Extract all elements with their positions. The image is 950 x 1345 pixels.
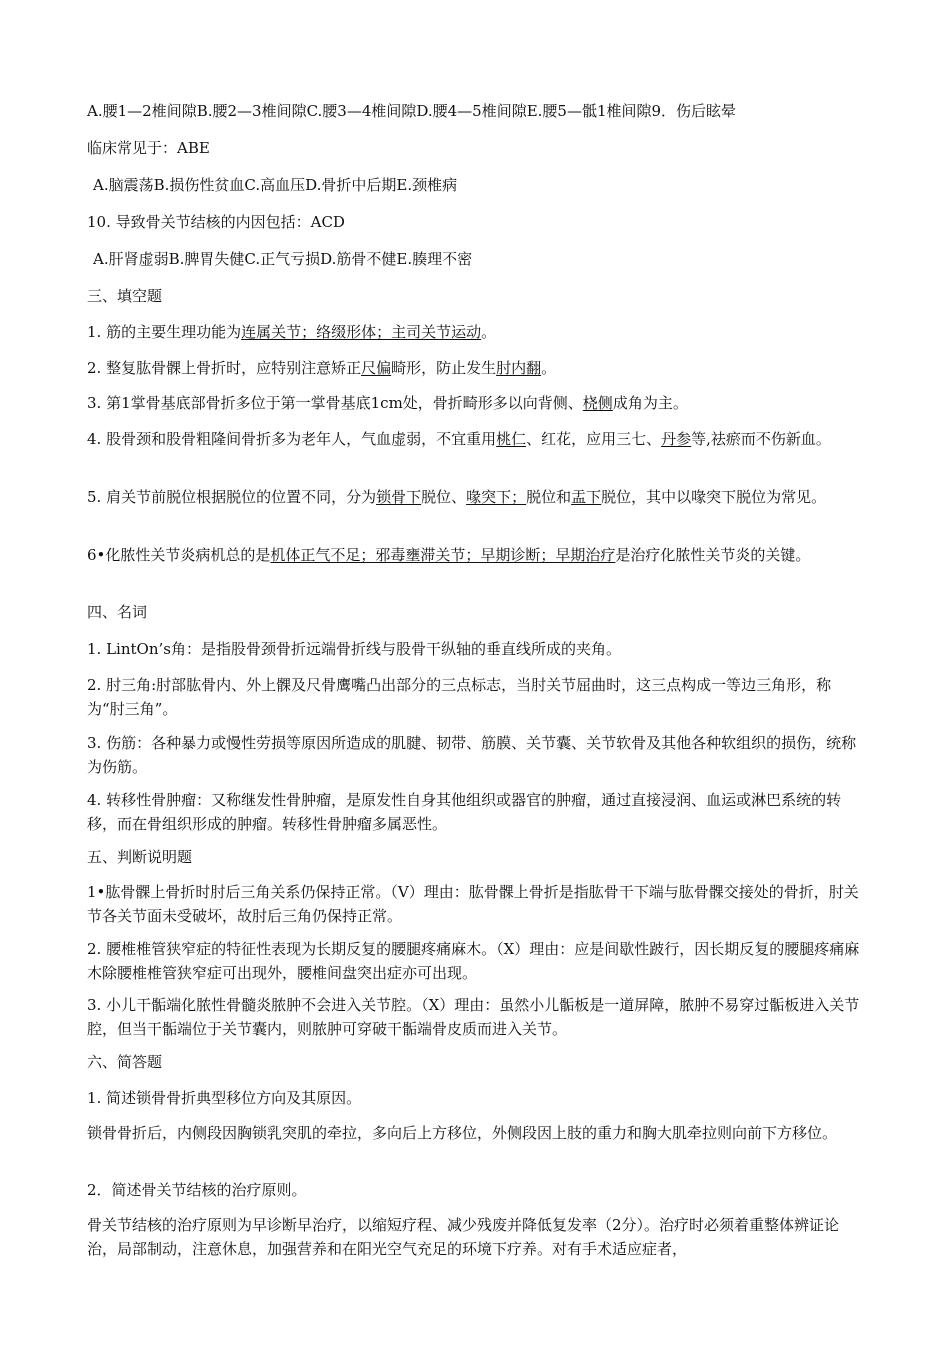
answer-underline: 肘内翻 bbox=[496, 359, 542, 377]
text-line: 临床常见于：ABE bbox=[87, 139, 210, 157]
section-title: 三、填空题 bbox=[87, 287, 163, 305]
answer-underline: 连属关节；络缀形体；主司关节运动 bbox=[241, 323, 482, 341]
fill-question: 3. 第1掌骨基底部骨折多位于第一掌骨基底1cm处，骨折畸形多以向背侧、桡侧成角为主。 bbox=[87, 394, 688, 412]
answer-underline: 桃仁 bbox=[496, 430, 527, 448]
term-definition: 1. LintOn’s角：是指股骨颈骨折远端骨折线与股骨干纵轴的垂直线所成的夹角。 bbox=[87, 640, 621, 658]
fill-question: 2. 整复肱骨髁上骨折时，应特别注意矫正尺偏畸形，防止发生肘内翻。 bbox=[87, 359, 557, 377]
fill-question: 1. 筋的主要生理功能为连属关节；络缀形体；主司关节运动。 bbox=[87, 323, 497, 341]
answer-underline: 机体正气不足；邪毒壅滞关节；早期诊断；早期治疗 bbox=[270, 546, 616, 564]
answer-underline: 尺偏 bbox=[361, 359, 392, 377]
text-line: A.肝肾虚弱B.脾胃失健C.正气亏损D.筋骨不健E.腠理不密 bbox=[93, 250, 473, 268]
fill-question: 5. 肩关节前脱位根据脱位的位置不同，分为锁骨下脱位、喙突下；脱位和盂下脱位，其中以喙突下脱位为常见。 bbox=[87, 488, 827, 506]
short-answer: 锁骨骨折后，内侧段因胸锁乳突肌的牵拉，多向后上方移位，外侧段因上肢的重力和胸大肌牵拉则向前下方移位。 bbox=[87, 1124, 838, 1142]
short-answer: 骨关节结核的治疗原则为早诊断早治疗，以缩短疗程、减少残废并降低复发率（2分）。治疗时必须着重整体辨证论治，局部制动，注意休息，加强营养和在阳光空气充足的环境下疗养。对有手术适应症者， bbox=[87, 1216, 840, 1258]
text-line: 10. 导致骨关节结核的内因包括：ACD bbox=[87, 213, 345, 231]
section-title: 六、简答题 bbox=[87, 1053, 163, 1071]
answer-underline: 盂下 bbox=[571, 488, 602, 506]
text-line: A.脑震荡B.损伤性贫血C.高血压D.骨折中后期E.颈椎病 bbox=[93, 176, 458, 194]
answer-underline: 锁骨下 bbox=[376, 488, 422, 506]
fill-question: 6•化脓性关节炎病机总的是机体正气不足；邪毒壅滞关节；早期诊断；早期治疗是治疗化脓性关节炎的关键。 bbox=[87, 546, 811, 564]
term-definition: 2. 肘三角:肘部肱骨内、外上髁及尺骨鹰嘴凸出部分的三点标志，当肘关节屈曲时，这三点构成一等边三角形，称为“肘三角”。 bbox=[87, 676, 832, 718]
answer-underline: 桡侧 bbox=[582, 394, 613, 412]
text-line: A.腰1—2椎间隙B.腰2—3椎间隙C.腰3—4椎间隙D.腰4—5椎间隙E.腰5—骶1椎间隙9．伤后眩晕 bbox=[87, 102, 737, 120]
judgment-item: 3. 小儿干骺端化脓性骨髓炎脓肿不会进入关节腔。（X）理由：虽然小儿骺板是一道屏障，脓肿不易穿过骺板进入关节腔，但当干骺端位于关节囊内，则脓肿可穿破干骺端骨皮质而进入关节。 bbox=[87, 996, 860, 1038]
section-title: 四、名词 bbox=[87, 603, 148, 621]
term-definition: 4. 转移性骨肿瘤：又称继发性骨肿瘤，是原发性自身其他组织或器官的肿瘤，通过直接浸润、血运或淋巴系统的转移，而在骨组织形成的肿瘤。转移性骨肿瘤多属恶性。 bbox=[87, 791, 842, 833]
term-definition: 3. 伤筋：各种暴力或慢性劳损等原因所造成的肌腱、韧带、筋膜、关节囊、关节软骨及其他各种软组织的损伤，统称为伤筋。 bbox=[87, 734, 857, 776]
section-title: 五、判断说明题 bbox=[87, 848, 193, 866]
fill-question: 4. 股骨颈和股骨粗隆间骨折多为老年人，气血虚弱，不宜重用桃仁、红花，应用三七、丹参等,祛瘀而不伤新血。 bbox=[87, 430, 831, 448]
judgment-item: 2. 腰椎椎管狭窄症的特征性表现为长期反复的腰腿疼痛麻木。（X）理由：应是间歇性跛行，因长期反复的腰腿疼痛麻木除腰椎椎管狭窄症可出现外，腰椎间盘突出症亦可出现。 bbox=[87, 940, 860, 982]
answer-underline: 丹参 bbox=[661, 430, 692, 448]
judgment-item: 1•肱骨髁上骨折时肘后三角关系仍保持正常。（V）理由：肱骨髁上骨折是指肱骨干下端与肱骨髁交接处的骨折，肘关节各关节面未受破坏，故肘后三角仍保持正常。 bbox=[87, 883, 859, 925]
short-question: 1. 简述锁骨骨折典型移位方向及其原因。 bbox=[87, 1089, 362, 1107]
answer-underline: 喙突下； bbox=[466, 488, 527, 506]
short-question: 2．简述骨关节结核的治疗原则。 bbox=[87, 1181, 307, 1199]
